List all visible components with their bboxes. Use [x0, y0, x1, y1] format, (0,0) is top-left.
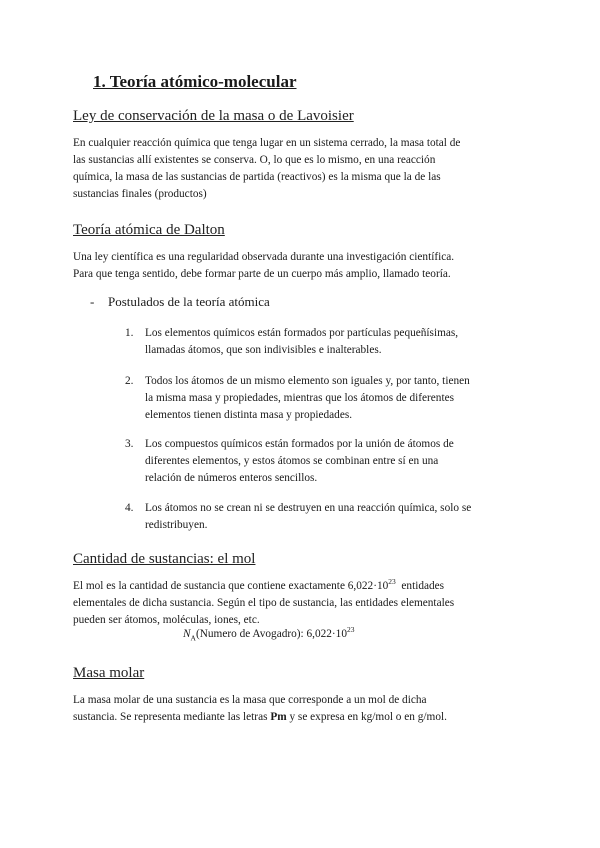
exponent: 23 — [388, 577, 396, 587]
section-heading-mol: Cantidad de sustancias: el mol — [73, 551, 256, 567]
postulate-item-1 — [125, 325, 535, 359]
paragraph-line: La masa molar de una sustancia es la masa que corresponde a un mol de dicha — [73, 694, 427, 706]
page-title: 1. Teoría atómico-molecular — [93, 72, 297, 91]
postulate-line: Los elementos químicos están formados por partículas pequeñísimas, — [145, 327, 459, 339]
postulate-line: redistribuyen. — [145, 519, 208, 531]
masa-molar-text-end: y se expresa en kg/mol o en g/mol. — [289, 711, 447, 723]
bullet-postulados — [90, 294, 270, 310]
paragraph-line: En cualquier reacción química que tenga lugar en un sistema cerrado, la masa total de — [73, 137, 461, 149]
bullet-label: Postulados de la teoría atómica — [108, 294, 270, 309]
pm-symbol: Pm — [270, 711, 287, 723]
paragraph-line: Para que tenga sentido, debe formar parte de un cuerpo más amplio, llamado teoría. — [73, 268, 451, 280]
postulate-line: Los compuestos químicos están formados por la unión de átomos de — [145, 438, 454, 450]
paragraph-lavoisier — [73, 135, 529, 203]
mol-definition-text: El mol es la cantidad de sustancia que contiene exactamente 6,022·10 — [73, 580, 389, 592]
section-heading-lavoisier: Ley de conservación de la masa o de Lavoisier — [73, 108, 354, 124]
paragraph-line: química, la masa de las sustancias de partida (reactivos) es la misma que la de las — [73, 171, 441, 183]
postulate-line: la misma masa y propiedades, mientras que los átomos de diferentes — [145, 392, 455, 404]
postulate-number: 1. — [125, 327, 134, 339]
mol-definition-text-end: entidades — [401, 580, 445, 592]
paragraph-line: elementales de dicha sustancia. Según el tipo de sustancia, las entidades elementales — [73, 597, 455, 609]
paragraph-line — [73, 709, 529, 726]
paragraph-masa-molar — [73, 692, 529, 726]
postulate-number: 4. — [125, 502, 134, 514]
postulate-line: diferentes elementos, y estos átomos se combinan entre sí en una — [145, 455, 439, 467]
paragraph-dalton — [73, 249, 529, 283]
postulate-item-2 — [125, 373, 535, 424]
postulate-line: Los átomos no se crean ni se destruyen en una reacción química, solo se — [145, 502, 472, 514]
paragraph-line — [73, 578, 529, 595]
postulate-item-4 — [125, 500, 535, 534]
postulate-line: relación de números enteros sencillos. — [145, 472, 318, 484]
paragraph-line: las sustancias allí existentes se conserva. O, lo que es lo mismo, en una reacción — [73, 154, 436, 166]
exponent: 23 — [346, 625, 355, 635]
avogadro-symbol: N — [183, 628, 191, 640]
postulate-line: llamadas átomos, que son indivisibles e inalterables. — [145, 344, 382, 356]
paragraph-mol — [73, 578, 529, 629]
postulate-item-3 — [125, 436, 535, 487]
avogadro-text: (Numero de Avogadro): 6,022·10 — [195, 628, 347, 640]
postulate-number: 2. — [125, 375, 134, 387]
postulate-line: Todos los átomos de un mismo elemento son iguales y, por tanto, tienen — [145, 375, 470, 387]
masa-molar-text: sustancia. Se representa mediante las letras — [73, 711, 268, 723]
postulate-line: elementos tienen distinta masa y propiedades. — [145, 409, 353, 421]
avogadro-subscript: A — [190, 633, 196, 643]
avogadro-equation — [183, 625, 355, 643]
paragraph-line: Una ley científica es una regularidad observada durante una investigación científica. — [73, 251, 455, 263]
paragraph-line: pueden ser átomos, moléculas, iones, etc. — [73, 614, 260, 626]
section-heading-dalton: Teoría atómica de Dalton — [73, 222, 225, 238]
paragraph-line: sustancias finales (productos) — [73, 188, 207, 200]
bullet-dash: - — [90, 294, 95, 309]
postulate-number: 3. — [125, 438, 134, 450]
section-heading-masa-molar: Masa molar — [73, 665, 145, 681]
